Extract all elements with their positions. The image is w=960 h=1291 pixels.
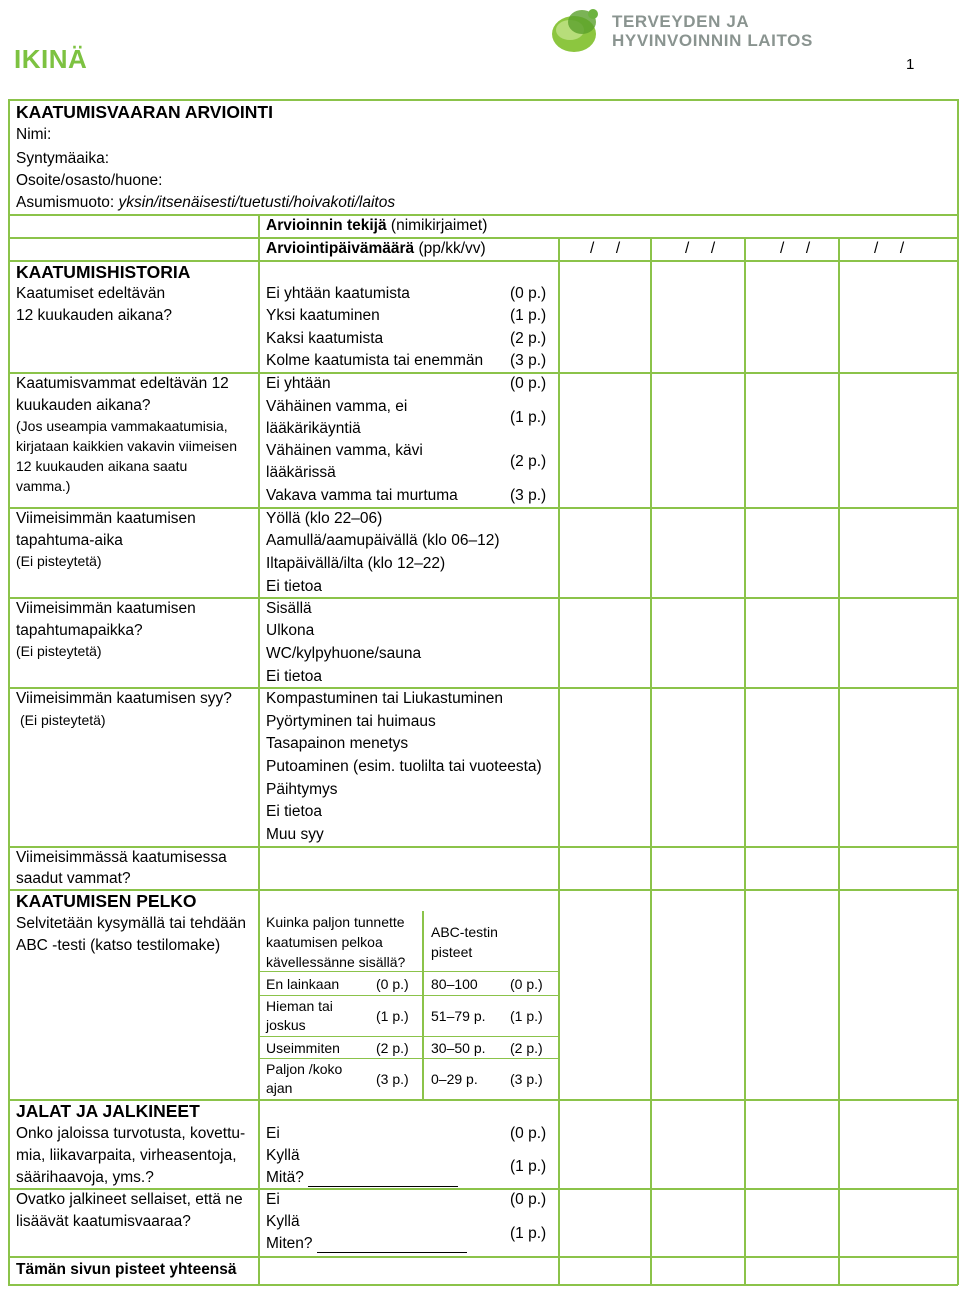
thl-leaf-icon	[548, 4, 608, 58]
q1-option[interactable]: Kolme kaatumista tai enemmän	[266, 352, 484, 369]
q2-label: Kaatumisvammat edeltävän 12	[16, 375, 229, 392]
q1-points: (3 p.)	[510, 352, 547, 369]
birthdate-label: Syntymäaika:	[16, 150, 110, 167]
q6-label: saadut vammat?	[16, 870, 131, 887]
q1-option[interactable]: Kaksi kaatumista	[266, 330, 384, 347]
q4-option[interactable]: Ei tietoa	[266, 668, 323, 685]
q1-label: 12 kuukauden aikana?	[16, 307, 172, 324]
q3-label: Viimeisimmän kaatumisen	[16, 510, 196, 527]
feet-what-label: Mitä?	[266, 1169, 304, 1186]
abc-range[interactable]: 30–50 p.	[431, 1040, 486, 1056]
q5-label: Viimeisimmän kaatumisen syy?	[16, 690, 232, 707]
abc-range[interactable]: 0–29 p.	[431, 1071, 478, 1087]
fear-question: kaatumisen pelkoa	[266, 934, 383, 950]
fear-option[interactable]: Paljon /koko	[266, 1061, 343, 1077]
q5-option[interactable]: Muu syy	[266, 826, 324, 843]
q3-option[interactable]: Iltapäivällä/ilta (klo 12–22)	[266, 555, 446, 572]
fear-row-divider	[258, 1058, 558, 1059]
date-label: Arviointipäivämäärä	[266, 240, 415, 257]
fear-question: Kuinka paljon tunnette	[266, 914, 405, 930]
row-divider	[8, 507, 958, 509]
q5-option[interactable]: Putoaminen (esim. tuolilta tai vuoteesta)	[266, 758, 542, 775]
ikina-logo: IKINÄ	[14, 44, 88, 74]
abc-range[interactable]: 51–79 p.	[431, 1008, 486, 1024]
feet-question: Onko jaloissa turvotusta, kovettu-	[16, 1125, 246, 1142]
fear-row-divider	[258, 971, 558, 972]
q2-points: (1 p.)	[510, 409, 547, 426]
date-row	[266, 240, 486, 258]
fear-description: ABC -testi (katso testilomake)	[16, 937, 221, 954]
q2-option-cont: lääkärissä	[266, 464, 336, 481]
feet-option-no[interactable]: Ei	[266, 1125, 280, 1142]
fear-option[interactable]: En lainkaan	[266, 976, 340, 992]
q4-label: tapahtumapaikka?	[16, 622, 143, 639]
date-slot[interactable]: / /	[590, 240, 621, 257]
page-total-label: Tämän sivun pisteet yhteensä	[16, 1261, 237, 1278]
date-slot[interactable]: / /	[780, 240, 811, 257]
q2-option[interactable]: Vähäinen vamma, ei	[266, 398, 408, 415]
shoes-question: lisäävät kaatumisvaaraa?	[16, 1213, 191, 1230]
housing-options: yksin/itsenäisesti/tuetusti/hoivakoti/laitos	[118, 194, 396, 211]
org-name-line1: TERVEYDEN JA	[612, 12, 750, 31]
form-title: KAATUMISVAARAN ARVIOINTI	[16, 102, 273, 122]
q2-points: (3 p.)	[510, 487, 547, 504]
q2-option-cont: lääkärikäyntiä	[266, 420, 361, 437]
row-divider	[8, 214, 958, 216]
q4-option[interactable]: WC/kylpyhuone/sauna	[266, 645, 422, 662]
shoes-how-field[interactable]	[266, 1235, 467, 1253]
page-number: 1	[906, 56, 915, 73]
column-divider	[650, 237, 652, 1284]
feet-question: mia, liikavarpaita, virheasentoja,	[16, 1147, 237, 1164]
fear-question: kävellessänne sisällä?	[266, 954, 406, 970]
history-heading: KAATUMISHISTORIA	[16, 262, 191, 282]
fear-points: (3 p.)	[376, 1071, 409, 1087]
fear-description: Selvitetään kysymällä tai tehdään	[16, 915, 247, 932]
q1-points: (0 p.)	[510, 285, 547, 302]
feet-what-field[interactable]	[266, 1169, 458, 1187]
q2-note: kirjataan kaikkien vakavin viimeisen	[16, 438, 237, 454]
q4-note: (Ei pisteytetä)	[16, 643, 102, 659]
fear-option[interactable]: Useimmiten	[266, 1040, 340, 1056]
abc-header: ABC-testin	[431, 924, 498, 940]
abc-points: (3 p.)	[510, 1071, 543, 1087]
row-divider	[8, 597, 958, 599]
abc-header: pisteet	[431, 944, 473, 960]
table-right-border	[957, 99, 959, 1285]
abc-points: (1 p.)	[510, 1008, 543, 1024]
fear-option[interactable]: Hieman tai	[266, 998, 333, 1014]
q5-option[interactable]: Päihtymys	[266, 781, 338, 798]
fear-points: (0 p.)	[376, 976, 409, 992]
address-label: Osoite/osasto/huone:	[16, 172, 163, 189]
q5-option[interactable]: Ei tietoa	[266, 803, 323, 820]
table-bottom-border	[8, 1284, 958, 1286]
assessor-note: (nimikirjaimet)	[390, 217, 488, 234]
feet-option-yes[interactable]: Kyllä	[266, 1147, 300, 1164]
q1-points: (2 p.)	[510, 330, 547, 347]
q4-option[interactable]: Sisällä	[266, 600, 312, 617]
shoes-points: (1 p.)	[510, 1225, 547, 1242]
shoes-option-no[interactable]: Ei	[266, 1191, 280, 1208]
q5-note: (Ei pisteytetä)	[20, 712, 106, 728]
column-divider	[838, 237, 840, 1284]
column-divider	[558, 237, 560, 1284]
fear-row-divider	[258, 995, 558, 996]
q5-option[interactable]: Pyörtyminen tai huimaus	[266, 713, 436, 730]
abc-points: (2 p.)	[510, 1040, 543, 1056]
shoes-question: Ovatko jalkineet sellaiset, että ne	[16, 1191, 243, 1208]
shoes-how-blank[interactable]	[317, 1238, 467, 1253]
q2-points: (2 p.)	[510, 453, 547, 470]
q5-option[interactable]: Tasapainon menetys	[266, 735, 409, 752]
q2-option[interactable]: Vähäinen vamma, kävi	[266, 442, 423, 459]
q1-points: (1 p.)	[510, 307, 547, 324]
row-divider	[8, 846, 958, 848]
column-divider	[422, 911, 424, 1099]
q1-label: Kaatumiset edeltävän	[16, 285, 166, 302]
fear-points: (2 p.)	[376, 1040, 409, 1056]
name-label: Nimi:	[16, 126, 52, 143]
fear-row-divider	[258, 1036, 558, 1037]
date-slot[interactable]: / /	[685, 240, 716, 257]
feet-points: (1 p.)	[510, 1158, 547, 1175]
org-name-line2: HYVINVOINNIN LAITOS	[612, 31, 813, 50]
fear-points: (1 p.)	[376, 1008, 409, 1024]
row-divider	[8, 687, 958, 689]
abc-range[interactable]: 80–100	[431, 976, 478, 992]
housing-label: Asumismuoto:	[16, 194, 115, 211]
row-divider	[8, 1188, 958, 1190]
feet-heading: JALAT JA JALKINEET	[16, 1101, 200, 1121]
shoes-points: (0 p.)	[510, 1191, 547, 1208]
q1-option[interactable]: Ei yhtään kaatumista	[266, 285, 410, 302]
q5-option[interactable]: Kompastuminen tai Liukastuminen	[266, 690, 503, 707]
feet-question: säärihaavoja, yms.?	[16, 1169, 154, 1186]
q2-points: (0 p.)	[510, 375, 547, 392]
table-top-border	[8, 99, 958, 101]
fear-option-cont: joskus	[266, 1017, 306, 1033]
abc-points: (0 p.)	[510, 976, 543, 992]
row-divider	[8, 1256, 958, 1258]
q2-note: vamma.)	[16, 478, 71, 494]
q1-option[interactable]: Yksi kaatuminen	[266, 307, 380, 324]
row-divider	[8, 372, 958, 374]
q3-note: (Ei pisteytetä)	[16, 553, 102, 569]
shoes-how-label: Miten?	[266, 1235, 313, 1252]
q3-option[interactable]: Yöllä (klo 22–06)	[266, 510, 383, 527]
fear-heading: KAATUMISEN PELKO	[16, 891, 197, 911]
q3-option[interactable]: Ei tietoa	[266, 578, 323, 595]
feet-points: (0 p.)	[510, 1125, 547, 1142]
q2-note: (Jos useampia vammakaatumisia,	[16, 418, 228, 434]
q6-label: Viimeisimmässä kaatumisessa	[16, 849, 227, 866]
table-left-border	[8, 99, 10, 1285]
feet-what-blank[interactable]	[308, 1172, 458, 1187]
q4-option[interactable]: Ulkona	[266, 622, 315, 639]
q4-label: Viimeisimmän kaatumisen	[16, 600, 196, 617]
column-divider	[258, 214, 260, 1284]
housing-row	[16, 194, 395, 212]
q2-label: kuukauden aikana?	[16, 397, 151, 414]
fear-option-cont: ajan	[266, 1080, 293, 1096]
q2-option[interactable]: Ei yhtään	[266, 375, 331, 392]
column-divider	[744, 237, 746, 1284]
q3-label: tapahtuma-aika	[16, 532, 123, 549]
assessor-label: Arvioinnin tekijä	[266, 217, 387, 234]
date-slot[interactable]: / /	[874, 240, 905, 257]
date-note: (pp/kk/vv)	[418, 240, 486, 257]
q3-option[interactable]: Aamullä/aamupäivällä (klo 06–12)	[266, 532, 500, 549]
q2-option[interactable]: Vakava vamma tai murtuma	[266, 487, 458, 504]
row-divider	[8, 237, 958, 239]
shoes-option-yes[interactable]: Kyllä	[266, 1213, 300, 1230]
q2-note: 12 kuukauden aikana saatu	[16, 458, 188, 474]
assessor-row	[266, 217, 487, 235]
thl-logo	[548, 4, 828, 56]
